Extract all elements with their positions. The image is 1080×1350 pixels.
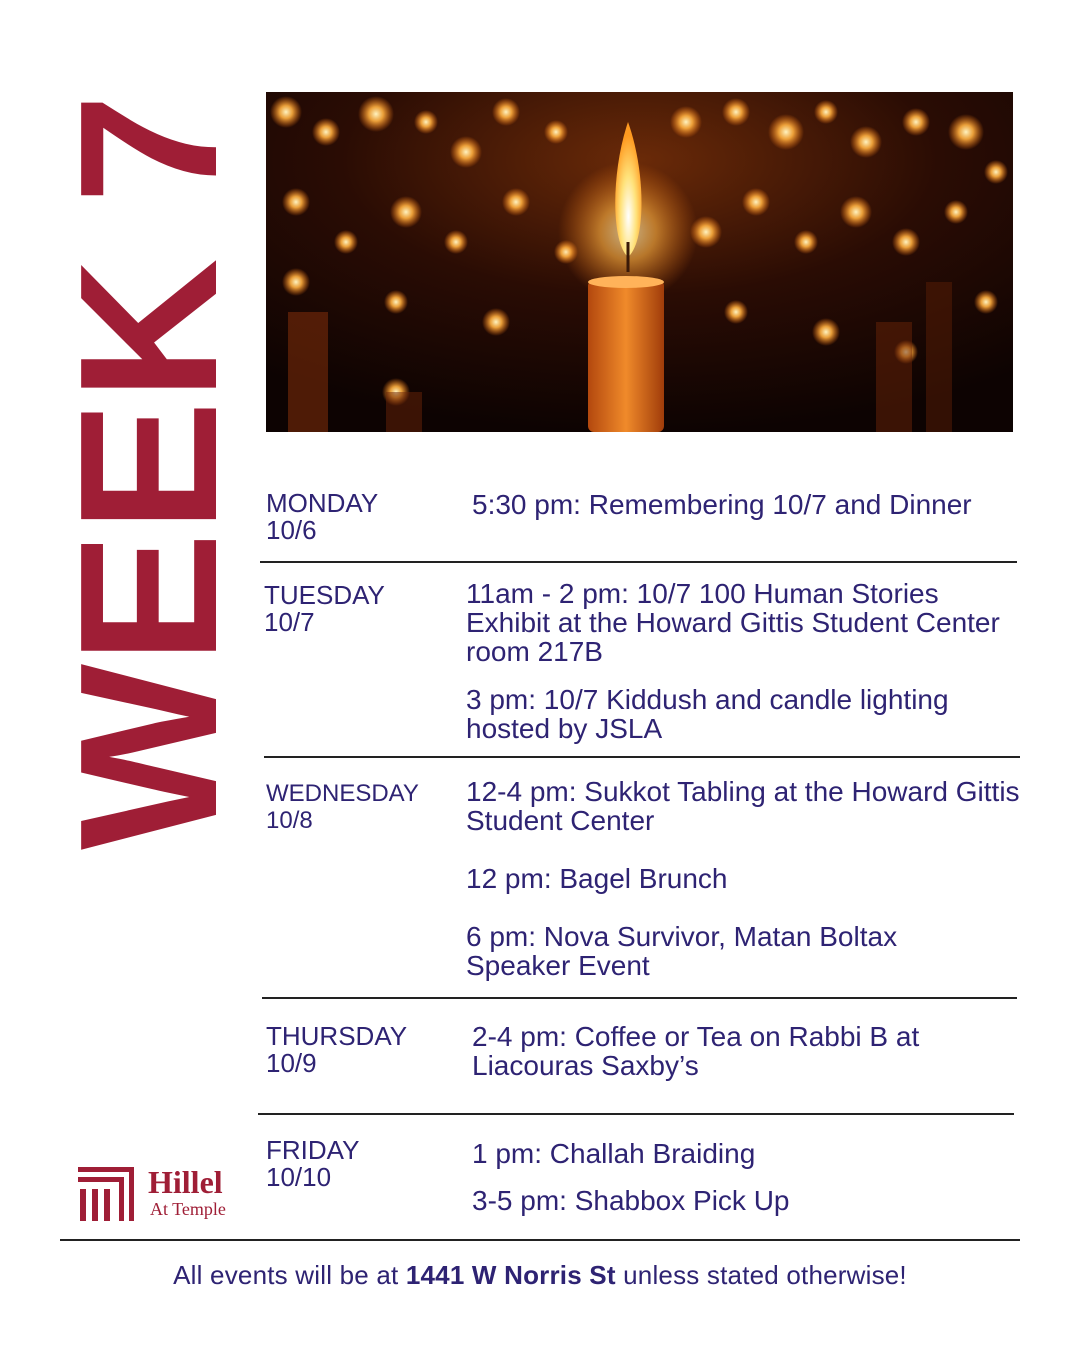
bokeh-light (282, 268, 310, 296)
day-name: FRIDAY (266, 1135, 360, 1165)
day-tuesday (264, 582, 385, 636)
week-title (39, 92, 258, 852)
bokeh-light (974, 290, 998, 314)
bokeh-light (482, 308, 510, 336)
event-item: 5:30 pm: Remembering 10/7 and Dinner (472, 489, 972, 520)
event-item: 11am - 2 pm: 10/7 100 Human Stories Exhibit at the Howard Gittis Student Center room 217B (466, 578, 1000, 667)
bokeh-light (984, 160, 1008, 184)
bokeh-light (358, 96, 394, 132)
event-item: 12 pm: Bagel Brunch (466, 863, 728, 894)
bokeh-light (944, 200, 968, 224)
footer-prefix: All events will be at (173, 1260, 406, 1290)
hillel-mark-icon (78, 1167, 134, 1221)
bokeh-light (768, 114, 804, 150)
day-date: 10/7 (264, 607, 315, 637)
event-item: 3 pm: 10/7 Kiddush and candle lighting hosted by JSLA (466, 684, 949, 744)
day-name: THURSDAY (266, 1021, 408, 1051)
day-date: 10/6 (266, 515, 317, 545)
bokeh-light (902, 108, 930, 136)
bokeh-light (814, 100, 838, 124)
bokeh-light (312, 118, 340, 146)
event-item: 2-4 pm: Coffee or Tea on Rabbi B at Liacouras Saxby’s (472, 1021, 920, 1081)
bokeh-light (948, 114, 984, 150)
bokeh-light (444, 230, 468, 254)
divider (258, 1113, 1014, 1115)
day-name: MONDAY (266, 488, 379, 518)
event-item: 1 pm: Challah Braiding (472, 1138, 756, 1169)
bokeh-light (812, 318, 840, 346)
week-title-text: WEEK 7 (39, 98, 258, 850)
day-friday (266, 1137, 359, 1191)
bokeh-light (840, 196, 872, 228)
bokeh-light (892, 228, 920, 256)
bokeh-light (794, 230, 818, 254)
bokeh-light (334, 230, 358, 254)
day-name: TUESDAY (264, 580, 385, 610)
divider (262, 997, 1017, 999)
bokeh-light (492, 98, 520, 126)
divider (264, 756, 1020, 758)
bokeh-light (722, 98, 750, 126)
hillel-logo (78, 1165, 248, 1225)
bokeh-light (670, 106, 702, 138)
bokeh-light (502, 188, 530, 216)
bokeh-light (282, 188, 310, 216)
footer-divider (60, 1239, 1020, 1241)
logo-subtitle: At Temple (150, 1199, 226, 1219)
bokeh-light (850, 126, 882, 158)
day-wednesday (266, 780, 419, 834)
day-date: 10/8 (266, 807, 313, 834)
day-date: 10/9 (266, 1048, 317, 1078)
bokeh-light (742, 188, 770, 216)
day-monday (266, 490, 378, 544)
bokeh-light (390, 196, 422, 228)
bokeh-light (724, 300, 748, 324)
day-name: WEDNESDAY (266, 780, 419, 807)
footer-note (0, 1260, 1080, 1291)
footer-address: 1441 W Norris St (405, 1260, 616, 1290)
bokeh-light (544, 120, 568, 144)
logo-name: Hillel (148, 1164, 223, 1200)
event-item: 6 pm: Nova Survivor, Matan Boltax Speaker Event (466, 921, 898, 981)
event-item: 3-5 pm: Shabbox Pick Up (472, 1185, 790, 1216)
bokeh-light (414, 110, 438, 134)
divider (260, 561, 1017, 563)
day-thursday (266, 1023, 407, 1077)
bokeh-light (384, 290, 408, 314)
footer-suffix: unless stated otherwise! (615, 1260, 907, 1290)
bokeh-light (270, 96, 302, 128)
day-date: 10/10 (266, 1162, 332, 1192)
event-item: 12-4 pm: Sukkot Tabling at the Howard Gittis Student Center (466, 776, 1020, 836)
candlelight-photo (266, 92, 1013, 432)
bokeh-light (450, 136, 482, 168)
